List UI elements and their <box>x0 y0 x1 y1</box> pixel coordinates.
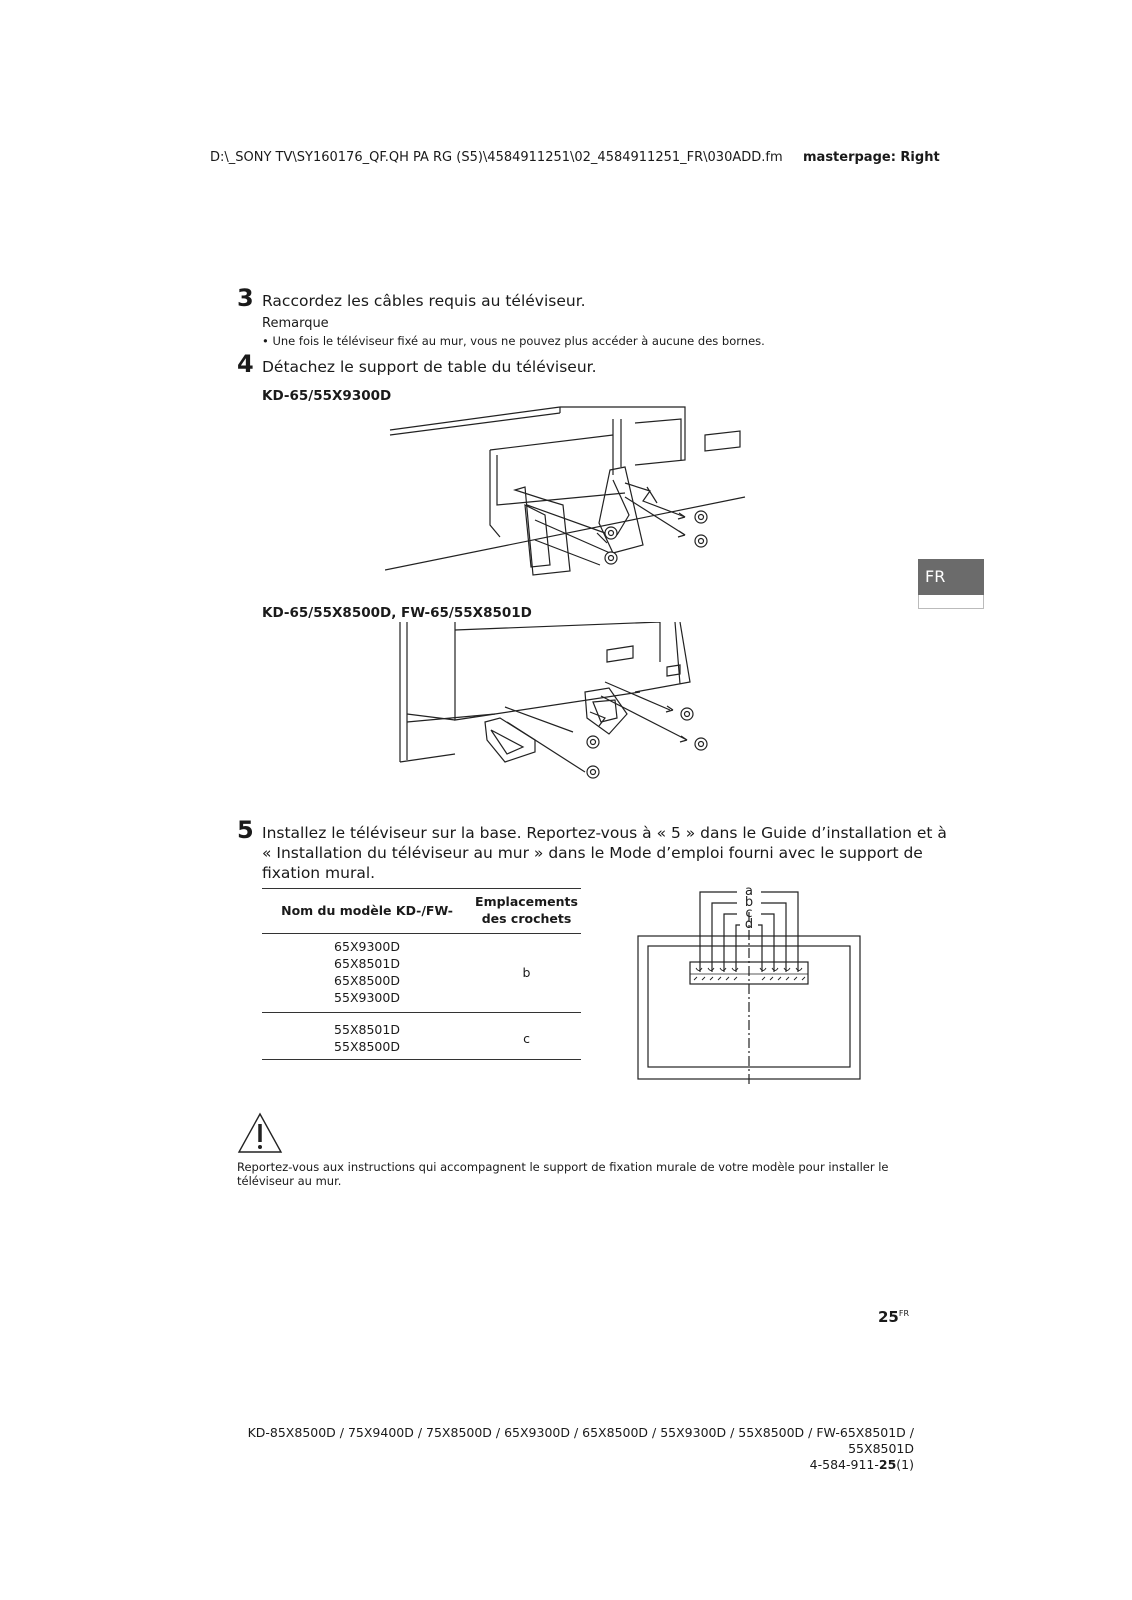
stand-removal-illustration-x9300d <box>385 405 755 595</box>
table-row <box>262 934 581 1013</box>
footer-document-code <box>810 1457 914 1473</box>
table-header-hooks-line-2: des crochets <box>481 911 572 926</box>
page-number-value: 25 <box>878 1308 899 1326</box>
table-cell-hook: c <box>472 1013 581 1060</box>
code-suffix: (1) <box>896 1457 914 1472</box>
language-tab-fr: FR <box>918 559 984 595</box>
model-name: 55X8501D <box>334 1022 400 1037</box>
model-name: 55X8500D <box>334 1039 400 1054</box>
table-row <box>262 1013 581 1060</box>
page-number <box>878 1308 909 1326</box>
model-name: 65X8501D <box>334 956 400 971</box>
step-4-text: Détachez le support de table du téléviseur. <box>262 358 597 376</box>
model-heading-x8500d: KD-65/55X8500D, FW-65/55X8501D <box>262 605 532 621</box>
warning-text: Reportez-vous aux instructions qui accompagnent le support de fixation murale de votre modèle pour installer le téléviseur au mur. <box>237 1160 889 1188</box>
page-number-suffix: FR <box>898 1309 910 1318</box>
code-bold: 25 <box>878 1457 897 1472</box>
model-name: 65X9300D <box>334 939 400 954</box>
step-4-number: 4 <box>237 350 254 378</box>
file-path-header: D:\_SONY TV\SY160176_QF.QH PA RG (S5)\4584911251\02_4584911251_FR\030ADD.fm <box>210 150 783 165</box>
masterpage-label: masterpage: Right <box>803 150 940 165</box>
step-5-line-3: fixation mural. <box>262 864 376 882</box>
hook-position-diagram <box>630 882 870 1087</box>
table-cell-hook: b <box>472 934 581 1013</box>
note-bullet <box>262 334 765 348</box>
table-header-hooks-line-1: Emplacements <box>475 894 578 909</box>
hook-location-table <box>262 888 581 1060</box>
table-header-model: Nom du modèle KD-/FW- <box>262 889 472 934</box>
code-prefix: 4-584-911- <box>809 1457 879 1472</box>
footer-models-line-1: KD-85X8500D / 75X9400D / 75X8500D / 65X9300D / 65X8500D / 55X9300D / 55X8500D / FW-65X8501D / <box>247 1425 914 1440</box>
note-title: Remarque <box>262 316 329 331</box>
table-cell-models <box>262 1013 472 1060</box>
stand-removal-illustration-x8500d <box>395 622 755 802</box>
diagram-label-a: a <box>745 884 753 899</box>
diagram-label-b: b <box>744 895 754 910</box>
table-header-hooks <box>472 889 581 934</box>
language-tab-border <box>918 595 984 609</box>
diagram-label-c: c <box>745 906 753 921</box>
model-heading-x9300d: KD-65/55X9300D <box>262 388 392 404</box>
model-name: 55X9300D <box>334 990 400 1005</box>
note-bullet-text: Une fois le téléviseur fixé au mur, vous ne pouvez plus accéder à aucune des bornes. <box>272 334 765 348</box>
step-5-line-2: « Installation du téléviseur au mur » dans le Mode d’emploi fourni avec le support de <box>262 844 923 862</box>
footer-models-line-2: 55X8501D <box>848 1441 914 1456</box>
step-5-number: 5 <box>237 816 254 844</box>
diagram-label-d: d <box>744 917 754 932</box>
step-5-line-1: Installez le téléviseur sur la base. Reportez-vous à « 5 » dans le Guide d’installation et à <box>262 824 947 842</box>
table-cell-models <box>262 934 472 1013</box>
step-3-number: 3 <box>237 284 254 312</box>
warning-triangle-icon <box>237 1112 283 1154</box>
table-header-row <box>262 889 581 934</box>
bullet-icon: • <box>262 334 273 348</box>
model-name: 65X8500D <box>334 973 400 988</box>
step-3-text: Raccordez les câbles requis au téléviseur. <box>262 292 586 310</box>
